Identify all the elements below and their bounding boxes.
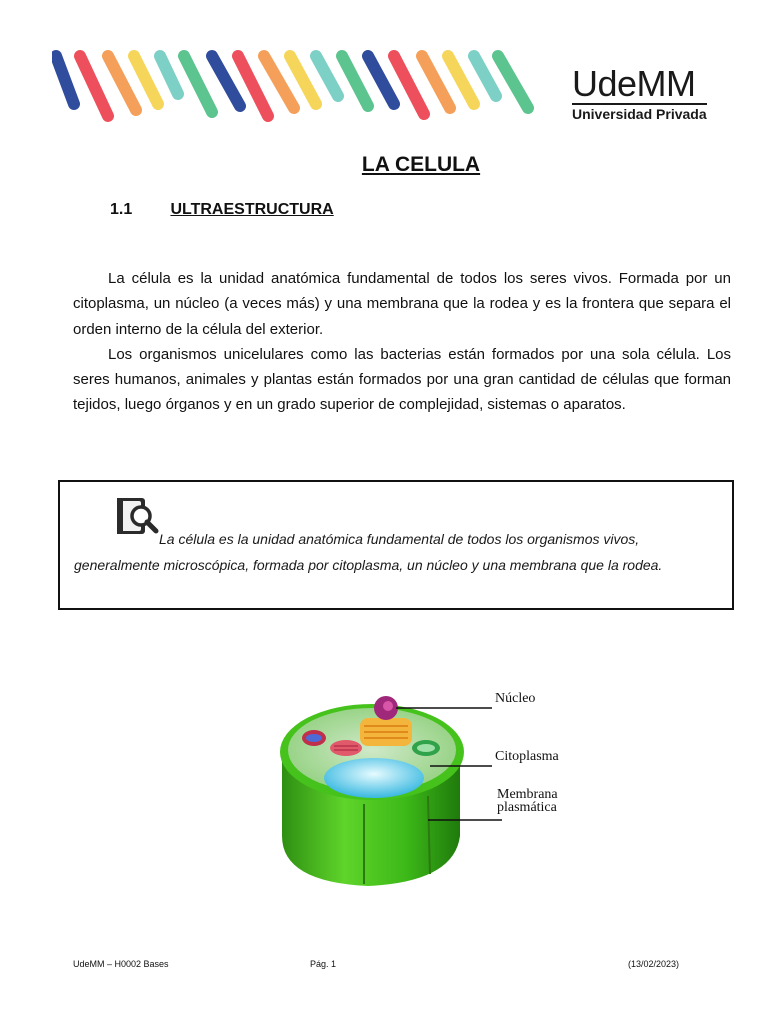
- chloroplast-inner: [417, 744, 435, 752]
- stripe: [184, 56, 212, 112]
- page-title: LA CELULA: [361, 153, 481, 176]
- label-nucleus: Núcleo: [495, 691, 536, 706]
- footer-left: UdeMM – H0002 Bases: [73, 959, 169, 969]
- stripe: [498, 56, 528, 108]
- label-cytoplasm: Citoplasma: [495, 749, 559, 764]
- stripe: [474, 56, 496, 96]
- logo-wordmark: UdeMM: [572, 63, 696, 104]
- paragraph: Los organismos unicelulares como las bacterias están formados por una sola célula. Los seres humanos, animales y plantas están formados por una gran cantidad de células que forman tejidos, luego órganos y en un grado superior de complejidad, sistemas o aparatos.: [73, 345, 731, 414]
- definition-text: [74, 526, 724, 578]
- vacuole: [324, 758, 424, 798]
- plant-cell-figure: [268, 686, 578, 892]
- stripe: [448, 56, 474, 104]
- stripe: [160, 56, 178, 94]
- label-membrane-line1: Membrana: [497, 787, 558, 802]
- definition-box: [58, 480, 734, 610]
- golgi-apparatus: [360, 718, 412, 746]
- footer-page-number: Pág. 1: [310, 959, 337, 969]
- header-stripes-graphic: [52, 48, 544, 126]
- definition-line: generalmente microscópica, formada por citoplasma, un núcleo y una membrana que la rodea.: [74, 557, 663, 573]
- label-membrane-line2: plasmática: [497, 800, 557, 815]
- paragraph: La célula es la unidad anatómica fundamental de todos los seres vivos. Formada por un citoplasma, un núcleo (a veces más) y una membrana que la rodea y es la frontera que separa el orden interno de la célula del exterior.: [73, 270, 731, 338]
- stripe: [80, 56, 108, 116]
- section-title: ULTRAESTRUCTURA: [170, 201, 334, 218]
- section-heading: [110, 201, 334, 219]
- logo-subtitle: Universidad Privada: [572, 103, 707, 122]
- stripe: [368, 56, 394, 104]
- definition-line: La célula es la unidad anatómica fundamental de todos los organismos vivos,: [159, 531, 640, 547]
- footer-date: (13/02/2023): [628, 959, 680, 969]
- stripe: [56, 56, 74, 104]
- mitochondrion-inner: [306, 734, 322, 742]
- stripe: [134, 56, 158, 104]
- nucleolus: [383, 701, 393, 711]
- stripe: [316, 56, 338, 96]
- section-number: 1.1: [110, 201, 133, 218]
- endoplasmic-reticulum: [330, 740, 362, 756]
- udemm-logo: [572, 63, 717, 124]
- stripe: [342, 56, 368, 106]
- body-text: [73, 266, 731, 418]
